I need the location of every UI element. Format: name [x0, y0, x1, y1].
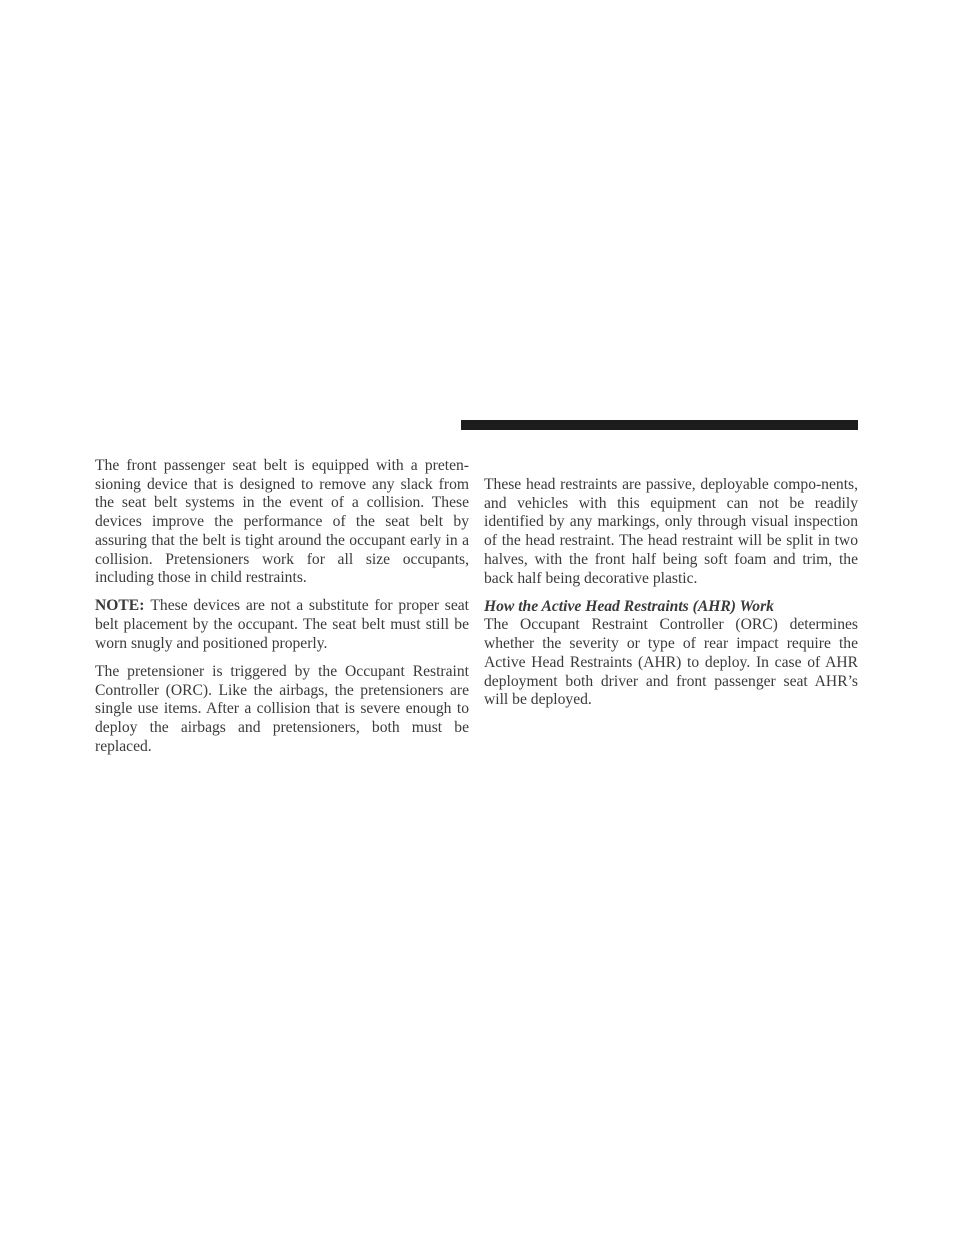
pretensioner-intro-paragraph: The front passenger seat belt is equipped with a preten-sioning device that is designed to remove any slack from the seat belt systems in the event of a collision. These devices improve the performance of the seat belt by assuring that the belt is tight around the occupant early in a collision. Pretensioners work for all size occupants, including those in child restraints. — [95, 457, 469, 587]
section-header-rule — [461, 420, 858, 430]
ahr-subheading: How the Active Head Restraints (AHR) Work — [484, 597, 774, 615]
ahr-operation-paragraph: The Occupant Restraint Controller (ORC) determines whether the severity or type of rear impact require the Active Head Restraints (AHR) to deploy. In case of AHR deployment both driver and front passenger seat AHR’s will be deployed. — [484, 616, 858, 709]
right-column — [484, 476, 858, 719]
left-column — [95, 457, 469, 766]
head-restraints-paragraph: These head restraints are passive, deployable compo-nents, and vehicles with this equipment can not be readily identified by any markings, only through visual inspection of the head restraint. The head restraint will be split in two halves, with the front half being soft foam and trim, the back half being decorative plastic. — [484, 476, 858, 587]
note-label: NOTE: — [95, 597, 145, 615]
note-text: These devices are not a substitute for proper seat belt placement by the occupant. The seat belt must still be worn snugly and positioned properly. — [95, 597, 469, 652]
pretensioner-trigger-paragraph: The pretensioner is triggered by the Occupant Restraint Controller (ORC). Like the airbags, the pretensioners are single use items. After a collision that is severe enough to deploy the airbags and pretensioners, both must be replaced. — [95, 663, 469, 755]
note-paragraph — [95, 597, 469, 653]
